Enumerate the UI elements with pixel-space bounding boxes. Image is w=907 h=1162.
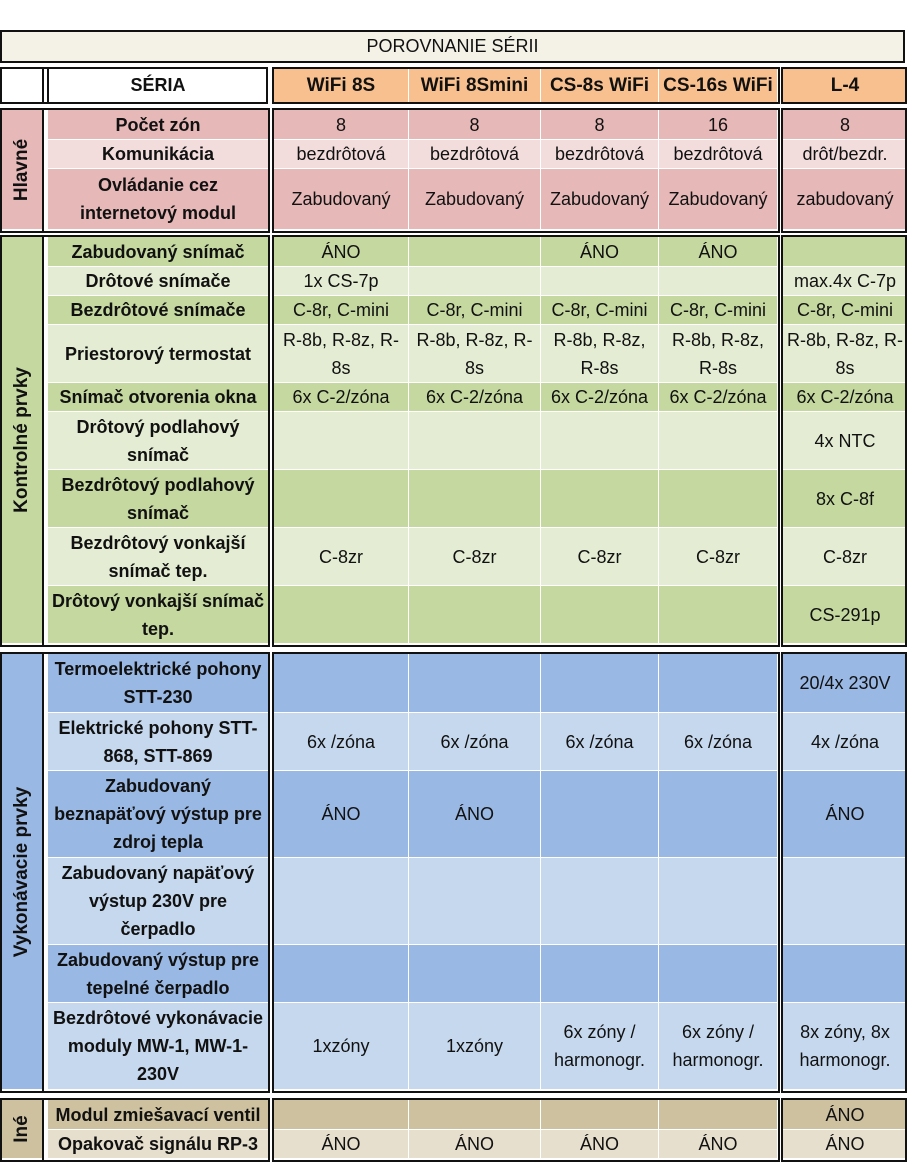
column-header <box>408 69 540 102</box>
row-label-text: Opakovač signálu RP-3 <box>57 1134 259 1154</box>
row-label-text: Počet zón <box>115 114 201 135</box>
table-title: POROVNANIE SÉRII <box>366 36 539 56</box>
row-label-text: Zabudovaný napäťový výstup 230V pre čerpadlo <box>61 863 255 939</box>
table-cell <box>658 324 777 382</box>
column-header <box>658 69 777 102</box>
table-cell <box>783 295 907 324</box>
table-cell <box>658 585 777 643</box>
table-cell <box>658 110 777 139</box>
cell-value: 16 <box>707 114 729 135</box>
row-label <box>48 139 268 168</box>
group-label-vykonavacie <box>2 654 42 1089</box>
table-cell <box>540 110 658 139</box>
cell-value: C-8r, C-mini <box>551 300 648 320</box>
row-label <box>48 1002 268 1089</box>
table-cell <box>783 1129 907 1158</box>
table-cell <box>540 469 658 527</box>
table-cell <box>658 770 777 857</box>
row-label-text: Drôtový vonkajší snímač tep. <box>51 590 265 639</box>
cell-value: C-8r, C-mini <box>426 300 523 320</box>
table-cell <box>783 585 907 643</box>
group-name: Iné <box>11 1115 32 1143</box>
table-cell <box>783 110 907 139</box>
table-cell <box>274 770 408 857</box>
table-cell <box>783 944 907 1002</box>
cell-value: Zabudovaný <box>668 189 768 209</box>
cell-value: C-8r, C-mini <box>292 300 389 320</box>
table-cell <box>783 712 907 770</box>
table-cell <box>658 654 777 712</box>
row-label <box>48 382 268 411</box>
table-cell <box>540 411 658 469</box>
table-cell <box>274 712 408 770</box>
table-cell <box>408 1129 540 1158</box>
cell-value: C-8zr <box>823 546 867 567</box>
row-label-text: Modul zmiešavací ventil <box>55 1104 261 1125</box>
table-cell <box>783 1002 907 1089</box>
table-cell <box>540 857 658 944</box>
cell-value: 6x /zóna <box>306 731 376 752</box>
row-label-text: Elektrické pohony STT-868, STT-869 <box>58 717 258 766</box>
table-cell <box>274 324 408 382</box>
cell-value: R-8b, R-8z, R-8s <box>282 329 399 378</box>
table-cell <box>540 266 658 295</box>
cell-value: 1x CS-7p <box>303 271 379 291</box>
table-cell <box>540 295 658 324</box>
cell-value: ÁNO <box>825 804 865 824</box>
cell-value: ÁNO <box>698 1134 738 1154</box>
table-cell <box>540 712 658 770</box>
table-cell <box>274 295 408 324</box>
row-label-text: Ovládanie cez internetový modul <box>79 175 236 223</box>
cell-value: 4x /zóna <box>810 731 880 752</box>
table-cell <box>658 527 777 585</box>
table-cell <box>274 1100 408 1129</box>
table-cell <box>783 139 907 168</box>
cell-value: drôt/bezdr. <box>802 144 888 164</box>
table-cell <box>540 770 658 857</box>
table-cell <box>408 770 540 857</box>
cell-value: zabudovaný <box>796 189 894 209</box>
row-label-text: Bezdrôtové vykonávacie moduly MW-1, MW-1-230V <box>52 1008 264 1084</box>
table-cell <box>783 857 907 944</box>
table-cell <box>540 139 658 168</box>
cell-value: 6x C-2/zóna <box>796 387 894 407</box>
cell-value: ÁNO <box>825 1134 865 1154</box>
table-cell <box>408 382 540 411</box>
column-header <box>274 69 408 102</box>
table-cell <box>274 382 408 411</box>
row-label <box>48 295 268 324</box>
row-label-text: Snímač otvorenia okna <box>59 387 257 407</box>
row-label <box>48 944 268 1002</box>
column-header <box>783 69 907 102</box>
row-label <box>48 110 268 139</box>
column-header-text: CS-16s WiFi <box>663 74 773 96</box>
cell-value: 6x zóny / harmonogr. <box>553 1022 646 1070</box>
table-cell <box>274 944 408 1002</box>
table-cell <box>540 237 658 266</box>
table-cell <box>274 168 408 229</box>
table-cell <box>783 654 907 712</box>
table-cell <box>274 266 408 295</box>
cell-value: Zabudovaný <box>291 189 391 209</box>
table-cell <box>408 139 540 168</box>
cell-value: 6x zóny / harmonogr. <box>672 1022 764 1070</box>
table-cell <box>540 1129 658 1158</box>
table-cell <box>783 168 907 229</box>
cell-value: Zabudovaný <box>424 189 525 209</box>
table-cell <box>274 585 408 643</box>
cell-value: bezdrôtová <box>429 144 520 164</box>
row-label-text: Zabudovaný výstup pre tepelné čerpadlo <box>56 949 260 998</box>
table-cell <box>658 857 777 944</box>
table-cell <box>658 1002 777 1089</box>
column-header-text: WiFi 8Smini <box>420 74 529 96</box>
row-label <box>48 324 268 382</box>
table-cell <box>783 1100 907 1129</box>
row-label-text: Drôtové snímače <box>85 271 231 291</box>
table-cell <box>540 382 658 411</box>
table-cell <box>274 110 408 139</box>
row-label <box>48 168 268 229</box>
table-cell <box>783 527 907 585</box>
table-cell <box>783 266 907 295</box>
table-cell <box>408 469 540 527</box>
row-label <box>48 527 268 585</box>
table-cell <box>783 237 907 266</box>
cell-value: 1xzóny <box>445 1036 504 1056</box>
table-cell <box>540 168 658 229</box>
cell-value: ÁNO <box>321 804 361 824</box>
cell-value: ÁNO <box>825 1104 865 1125</box>
table-cell <box>274 469 408 527</box>
column-header-text: WiFi 8S <box>306 74 376 96</box>
cell-value: CS-291p <box>809 604 881 625</box>
row-label <box>48 237 268 266</box>
column-header-text: L-4 <box>830 74 860 96</box>
series-header-label <box>48 67 268 102</box>
table-cell <box>274 1002 408 1089</box>
cell-value: C-8zr <box>577 546 622 567</box>
table-cell <box>783 382 907 411</box>
cell-value: C-8zr <box>319 546 363 567</box>
cell-value: 6x C-2/zóna <box>292 387 390 407</box>
row-label-text: Zabudovaný snímač <box>71 241 245 262</box>
table-cell <box>408 110 540 139</box>
table-cell <box>658 266 777 295</box>
cell-value: 6x /zóna <box>683 731 753 752</box>
cell-value: R-8b, R-8z, R-8s <box>553 329 646 378</box>
cell-value: R-8b, R-8z, R-8s <box>671 329 765 378</box>
row-label <box>48 585 268 643</box>
cell-value: ÁNO <box>321 241 361 262</box>
row-label-text: Komunikácia <box>101 144 215 164</box>
group-label-ine <box>2 1100 42 1158</box>
cell-value: C-8r, C-mini <box>669 300 766 320</box>
cell-value: ÁNO <box>698 241 738 262</box>
cell-value: 1xzóny <box>312 1036 370 1056</box>
table-cell <box>658 1100 777 1129</box>
table-cell <box>783 469 907 527</box>
cell-value: C-8zr <box>696 546 740 567</box>
table-cell <box>408 654 540 712</box>
table-cell <box>540 324 658 382</box>
cell-value: C-8zr <box>452 546 497 567</box>
cell-value: 8 <box>335 114 346 135</box>
table-cell <box>540 1100 658 1129</box>
group-label-kontrolne <box>2 237 42 643</box>
table-cell <box>408 411 540 469</box>
cell-value: bezdrôtová <box>554 144 645 164</box>
group-name: Vykonávacie prvky <box>11 786 32 957</box>
cell-value: bezdrôtová <box>296 144 386 164</box>
table-cell <box>408 712 540 770</box>
cell-value: 8x C-8f <box>815 488 875 509</box>
table-cell <box>408 1100 540 1129</box>
table-cell <box>408 295 540 324</box>
table-cell <box>408 527 540 585</box>
row-label <box>48 770 268 857</box>
table-cell <box>274 857 408 944</box>
cell-value: ÁNO <box>579 241 619 262</box>
table-cell <box>658 469 777 527</box>
row-label-text: Zabudovaný beznapäťový výstup pre zdroj tepla <box>54 776 262 852</box>
row-label-text: Drôtový podlahový snímač <box>76 416 240 465</box>
row-label <box>48 1100 268 1129</box>
column-header-text: CS-8s WiFi <box>549 74 650 96</box>
cell-value: 8 <box>594 114 605 135</box>
table-cell <box>658 1129 777 1158</box>
table-cell <box>274 1129 408 1158</box>
table-cell <box>274 237 408 266</box>
cell-value: R-8b, R-8z, R-8s <box>786 329 903 378</box>
table-cell <box>408 237 540 266</box>
group-label-hlavne <box>2 110 42 229</box>
table-cell <box>540 527 658 585</box>
table-cell <box>274 411 408 469</box>
row-label-text: Bezdrôtový vonkajší snímač tep. <box>70 532 246 581</box>
row-label <box>48 469 268 527</box>
row-label <box>48 654 268 712</box>
table-cell <box>658 295 777 324</box>
table-cell <box>658 139 777 168</box>
column-header <box>540 69 658 102</box>
cell-value: 8x zóny, 8x harmonogr. <box>799 1022 891 1070</box>
cell-value: R-8b, R-8z, R-8s <box>416 329 533 378</box>
cell-value: 6x C-2/zóna <box>669 387 767 407</box>
cell-value: 6x C-2/zóna <box>550 387 649 407</box>
cell-value: ÁNO <box>454 804 494 824</box>
cell-value: C-8r, C-mini <box>796 300 893 320</box>
cell-value: 20/4x 230V <box>799 673 891 693</box>
row-label-text: Bezdrôtové snímače <box>70 300 246 320</box>
table-cell <box>408 324 540 382</box>
table-cell <box>783 411 907 469</box>
table-cell <box>658 712 777 770</box>
table-cell <box>274 527 408 585</box>
table-cell <box>658 382 777 411</box>
table-cell <box>274 654 408 712</box>
row-label <box>48 266 268 295</box>
row-label <box>48 411 268 469</box>
table-cell <box>658 944 777 1002</box>
table-cell <box>408 585 540 643</box>
cell-value: Zabudovaný <box>549 189 650 209</box>
cell-value: ÁNO <box>579 1134 619 1154</box>
cell-value: ÁNO <box>321 1134 361 1154</box>
table-cell <box>408 1002 540 1089</box>
row-label <box>48 857 268 944</box>
cell-value: bezdrôtová <box>673 144 763 164</box>
cell-value: 8 <box>469 114 480 135</box>
table-cell <box>540 944 658 1002</box>
table-cell <box>540 585 658 643</box>
table-cell <box>658 411 777 469</box>
table-cell <box>408 857 540 944</box>
row-label-text: Priestorový termostat <box>64 343 252 364</box>
row-label <box>48 1129 268 1158</box>
row-label <box>48 712 268 770</box>
table-cell <box>408 944 540 1002</box>
table-cell <box>658 168 777 229</box>
group-name: Kontrolné prvky <box>11 367 32 513</box>
cell-value: 6x /zóna <box>440 731 509 752</box>
table-cell <box>783 770 907 857</box>
cell-value: 4x NTC <box>814 430 876 451</box>
cell-value: max.4x C-7p <box>793 271 897 291</box>
row-label-text: Bezdrôtový podlahový snímač <box>61 474 255 523</box>
cell-value: 8 <box>839 114 850 135</box>
table-cell <box>783 324 907 382</box>
row-label-text: Termoelektrické pohony STT-230 <box>54 659 262 707</box>
table-cell <box>658 237 777 266</box>
title-bar <box>0 30 905 63</box>
cell-value: 6x /zóna <box>565 731 634 752</box>
table-cell <box>408 168 540 229</box>
cell-value: ÁNO <box>454 1134 494 1154</box>
group-name: Hlavné <box>11 138 32 201</box>
table-cell <box>408 266 540 295</box>
cell-value: 6x C-2/zóna <box>425 387 524 407</box>
table-cell <box>540 654 658 712</box>
series-header-text: SÉRIA <box>130 74 186 95</box>
table-cell <box>540 1002 658 1089</box>
table-cell <box>274 139 408 168</box>
